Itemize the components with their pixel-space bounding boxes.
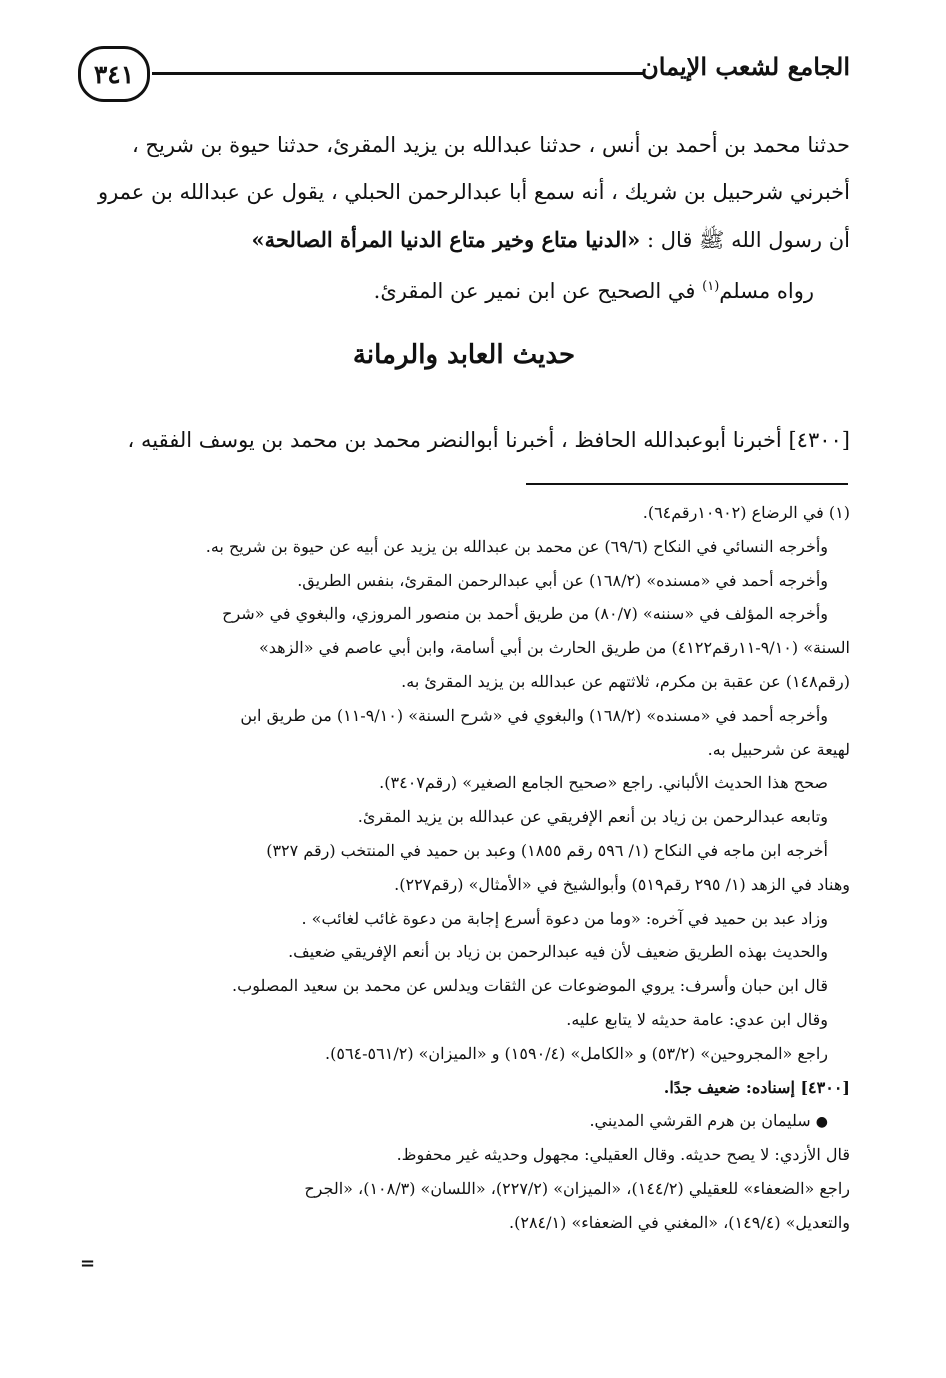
page-number: ٣٤١ (78, 46, 150, 102)
footnotes (76, 496, 850, 1240)
narrator-line (76, 1104, 850, 1138)
footnote-line: قال الأزدي: لا يصح حديثه. وقال العقيلي: مجهول وحديثه غير محفوظ. (396, 1145, 850, 1165)
footnote-line: وأخرجه المؤلف في «سننه» (٨٠/٧) من طريق أحمد بن منصور المروزي، والبغوي في «شرح (222, 604, 828, 624)
main-line-3-text: أن رسول الله ﷺ قال : (646, 228, 850, 252)
footnote-line: (رقم١٤٨) عن عقبة بن مكرم، ثلاثتهم عن عبدالله بن يزيد المقرئ به. (401, 671, 850, 691)
footnote-line: والحديث بهذه الطريق ضعيف لأن فيه عبدالرحمن بن زياد بن أنعم الإفريقي ضعيف. (288, 942, 828, 962)
narration-prefix: رواه مسلم (719, 279, 814, 303)
footnote-line: (١) في الرضاع (١٠٩٠٢رقم٦٤). (642, 503, 850, 522)
footnote-ref[interactable]: (١) (702, 279, 720, 294)
hadith-text: «الدنيا متاع وخير متاع الدنيا المرأة الصالحة» (251, 227, 641, 252)
narration-line (78, 263, 850, 310)
footnote-separator (526, 483, 848, 485)
section-title: حديث العابد والرمانة (352, 340, 576, 370)
main-line-2: أخبرني شرحبيل بن شريك ، أنه سمع أبا عبدالرحمن الحبلي ، يقول عن عبدالله بن عمرو (97, 180, 850, 204)
narrator-name: سليمان بن هرم القرشي المديني. (589, 1111, 811, 1131)
isnad-grade-value: ضعيف جدًا. (663, 1077, 741, 1097)
isnad-grade-number: [٤٣٠٠] (800, 1077, 850, 1097)
main-text (78, 122, 850, 310)
book-title: الجامع لشعب الإيمان (641, 52, 850, 81)
isnad-line (78, 420, 850, 460)
footnote-line: وأخرجه النسائي في النكاح (٦٩/٦) عن محمد بن عبدالله بن يزيد عن أبيه عن حيوة بن شريح به. (205, 536, 828, 556)
footnote-line: وقال ابن عدي: عامة حديثه لا يتابع عليه. (566, 1009, 828, 1029)
footnote-line: لهيعة عن شرحبيل به. (707, 739, 850, 759)
footnote-line: وأخرجه أحمد في «مسنده» (١٦٨/٢) عن أبي عبدالرحمن المقرئ، بنفس الطريق. (297, 570, 828, 590)
footnote-line: وهناد في الزهد (١/ ٢٩٥ رقم٥١٩) وأبوالشيخ في «الأمثال» (رقم٢٢٧). (394, 874, 850, 894)
main-line-1: حدثنا محمد بن أحمد بن أنس ، حدثنا عبدالله بن يزيد المقرئ، حدثنا حيوة بن شريح ، (131, 133, 850, 157)
footnote-line: والتعديل» (١٤٩/٤)، «المغني في الضعفاء» (٢٨٤/١). (509, 1212, 850, 1232)
footnote-line: أخرجه ابن ماجه في النكاح (١/ ٥٩٦ رقم ١٨٥٥) وعبد بن حميد في المنتخب (رقم ٣٢٧) (266, 840, 828, 860)
bullet-icon: ● (815, 1114, 828, 1131)
page-header (72, 40, 850, 110)
isnad-number: [٤٣٠٠] (788, 428, 850, 452)
footnote-line: صحح هذا الحديث الألباني. راجع «صحيح الجامع الصغير» (رقم٣٤٠٧). (379, 773, 828, 793)
footnote-line: راجع «المجروحين» (٥٣/٢) و «الكامل» (١٥٩٠/٤) و «الميزان» (٥٦١/٢-٥٦٤). (325, 1043, 828, 1063)
footnote-line: السنة» (٩/١٠-١١رقم٤١٢٢) من طريق الحارث بن أبي أسامة، وابن أبي عاصم في «الزهد» (258, 638, 850, 658)
main-line-3 (78, 216, 850, 263)
narration-suffix: في الصحيح عن ابن نمير عن المقرئ. (373, 279, 696, 303)
isnad-grade-label: إسناده: (745, 1077, 795, 1097)
isnad-text: أخبرنا أبوعبدالله الحافظ ، أخبرنا أبوالنضر محمد بن محمد بن يوسف الفقيه ، (127, 428, 782, 452)
isnad-grade-line (76, 1071, 850, 1105)
footnote-line: وأخرجه أحمد في «مسنده» (١٦٨/٢) والبغوي في «شرح السنة» (٩/١٠-١١) من طريق ابن (240, 705, 828, 725)
continuation-mark: = (80, 1253, 96, 1274)
footnote-line: راجع «الضعفاء» للعقيلي (١٤٤/٢)، «الميزان» (٢٢٧/٢)، «اللسان» (١٠٨/٣)، «الجرح (304, 1178, 850, 1198)
footnote-line: وزاد عبد بن حميد في آخره: «وما من دعوة أسرع إجابة من دعوة غائب لغائب» . (301, 908, 828, 928)
header-rule (152, 72, 645, 75)
footnote-line: قال ابن حبان وأسرف: يروي الموضوعات عن الثقات ويدلس عن محمد بن سعيد المصلوب. (232, 976, 828, 996)
footnote-line: وتابعه عبدالرحمن بن زياد بن أنعم الإفريقي عن عبدالله بن يزيد المقرئ. (357, 807, 828, 827)
